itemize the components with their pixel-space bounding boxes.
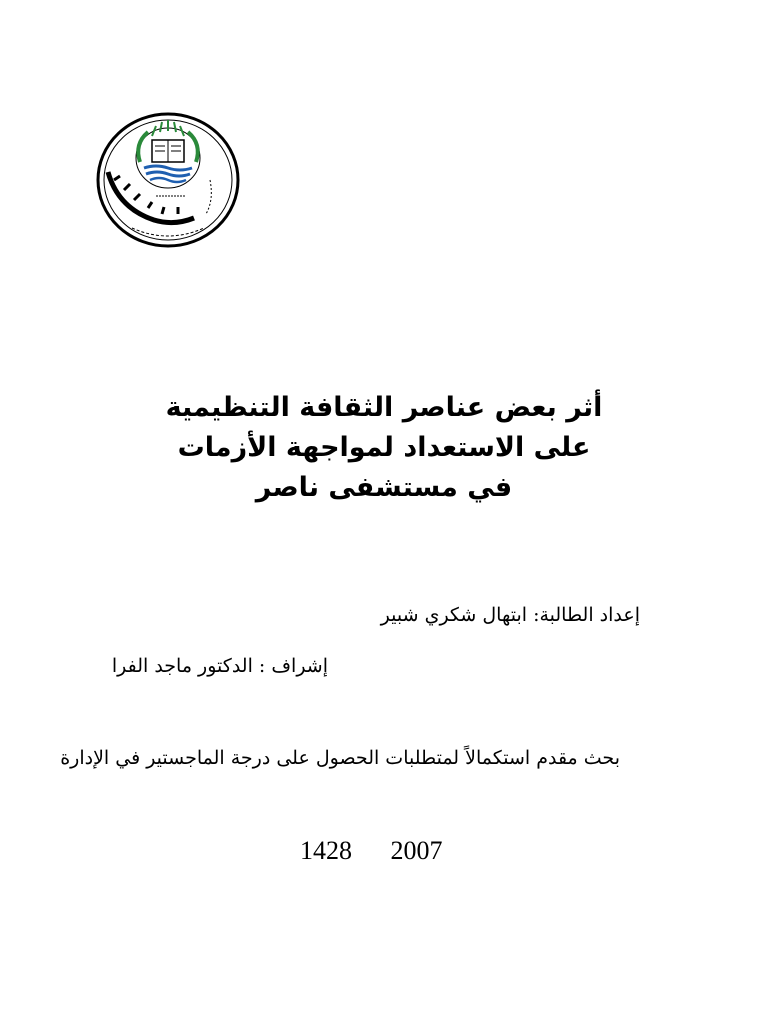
year-gregorian: 2007 xyxy=(390,836,443,865)
title-line-3: في مستشفى ناصر xyxy=(255,472,513,503)
title-line-1: أثر بعض عناصر الثقافة التنظيمية xyxy=(165,392,603,423)
student-name-line: إعداد الطالبة: ابتهال شكري شبير xyxy=(380,604,640,626)
supervisor-line: إشراف : الدكتور ماجد الفرا xyxy=(111,655,328,677)
university-seal-icon xyxy=(94,110,242,250)
degree-statement: بحث مقدم استكمالاً لمتطلبات الحصول على درجة الماجستير في الإدارة xyxy=(60,747,620,769)
thesis-title xyxy=(80,388,688,508)
year-hijri: 1428 xyxy=(300,836,352,865)
years-line xyxy=(300,836,443,866)
title-line-2: على الاستعداد لمواجهة الأزمات xyxy=(177,432,591,463)
university-logo xyxy=(94,110,242,250)
